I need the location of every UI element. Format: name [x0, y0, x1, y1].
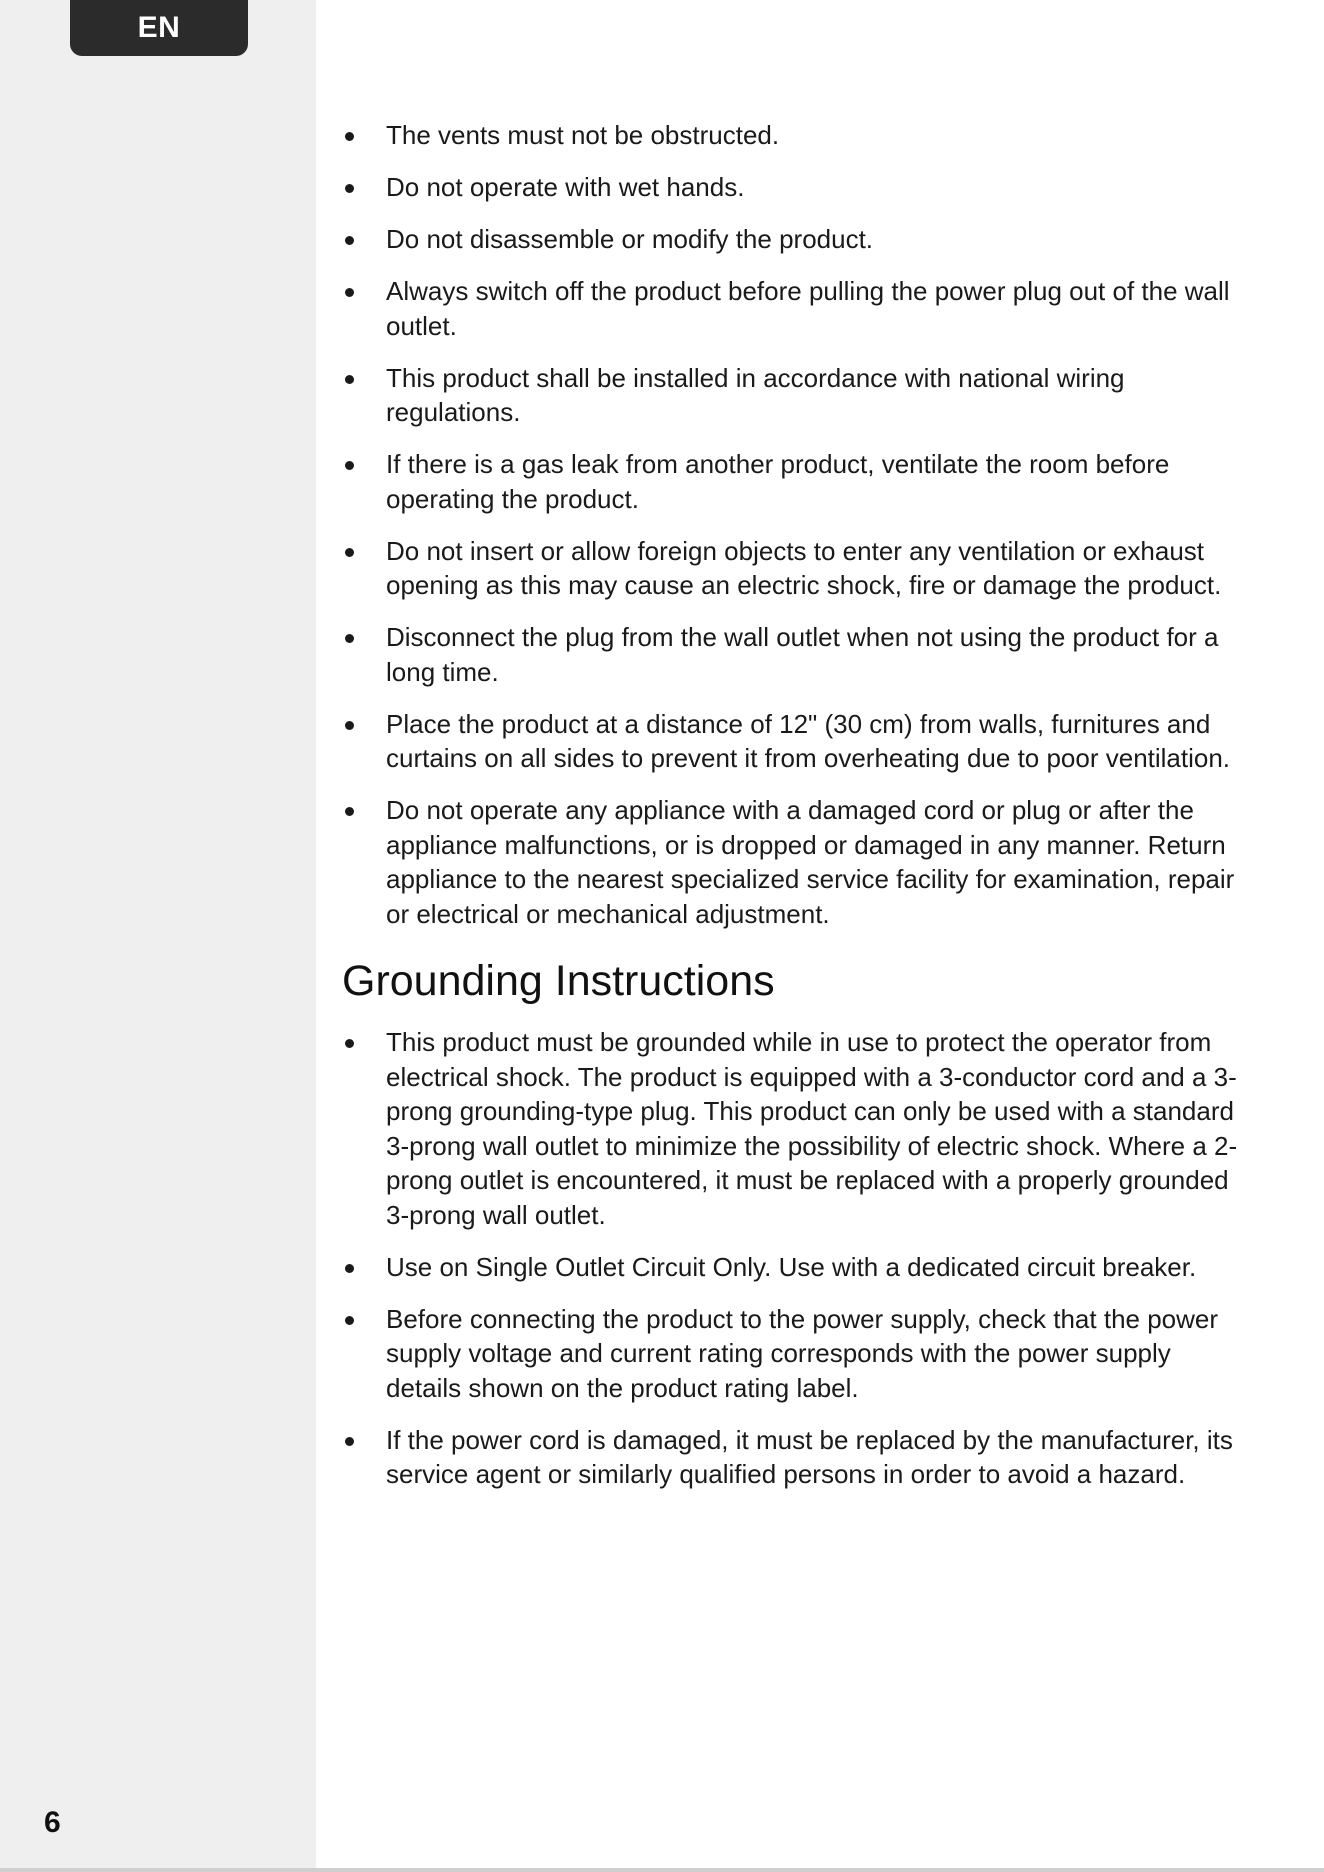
- list-item-text: Before connecting the product to the power supply, check that the power supply voltage and current rating corresponds with the power supply details shown on the product rating label.: [386, 1303, 1219, 1403]
- bullet-icon: [345, 184, 354, 193]
- bullet-icon: [345, 375, 354, 384]
- page-content: [342, 118, 1242, 1509]
- list-item: [342, 1423, 1242, 1492]
- bullet-icon: [345, 1039, 354, 1048]
- list-item-text: Do not disassemble or modify the product.: [386, 224, 874, 254]
- list-item-text: This product must be grounded while in use to protect the operator from electrical shock. The product is equipped with a 3-conductor cord and a 3-prong grounding-type plug. This product can only be used with a standard 3-prong wall outlet to minimize the possibility of electric shock. Where a 2-prong outlet is encountered, it must be replaced with a properly grounded 3-prong wall outlet.: [386, 1027, 1238, 1230]
- list-item-text: Disconnect the plug from the wall outlet when not using the product for a long time.: [386, 622, 1219, 687]
- list-item: [342, 1302, 1242, 1406]
- bullet-icon: [345, 634, 354, 643]
- list-item-text: Do not operate with wet hands.: [386, 172, 745, 202]
- safety-list: [342, 118, 1242, 931]
- list-item: [342, 793, 1242, 931]
- bullet-icon: [345, 236, 354, 245]
- list-item: [342, 170, 1242, 205]
- section-heading: Grounding Instructions: [342, 957, 775, 1005]
- bullet-icon: [345, 1264, 354, 1273]
- bullet-icon: [345, 807, 354, 816]
- bullet-icon: [345, 132, 354, 141]
- list-item: [342, 534, 1242, 603]
- bullet-icon: [345, 461, 354, 470]
- list-item-text: Do not insert or allow foreign objects to enter any ventilation or exhaust opening as this may cause an electric shock, fire or damage the product.: [386, 535, 1222, 600]
- list-item: [342, 361, 1242, 430]
- list-item-text: Place the product at a distance of 12" (30 cm) from walls, furnitures and curtains on all sides to prevent it from overheating due to poor ventilation.: [386, 708, 1231, 773]
- list-item: [342, 707, 1242, 776]
- bullet-icon: [345, 548, 354, 557]
- list-item-text: Always switch off the product before pulling the power plug out of the wall outlet.: [386, 276, 1230, 341]
- list-item-text: This product shall be installed in accordance with national wiring regulations.: [386, 362, 1125, 427]
- list-item: [342, 118, 1242, 153]
- list-item: [342, 447, 1242, 516]
- list-item-text: If the power cord is damaged, it must be replaced by the manufacturer, its service agent or similarly qualified persons in order to avoid a hazard.: [386, 1424, 1233, 1489]
- bullet-icon: [345, 1316, 354, 1325]
- list-item: [342, 222, 1242, 257]
- list-item-text: Do not operate any appliance with a damaged cord or plug or after the appliance malfunctions, or is dropped or damaged in any manner. Return appliance to the nearest specialized service facility for examination, repair or electrical or mechanical adjustment.: [386, 795, 1235, 929]
- list-item: [342, 274, 1242, 343]
- list-item: [342, 620, 1242, 689]
- grounding-list: [342, 1025, 1242, 1492]
- left-margin-band: [0, 0, 316, 1872]
- list-item: [342, 1025, 1242, 1232]
- bottom-divider: [0, 1868, 1324, 1872]
- language-tab: EN: [70, 0, 248, 56]
- list-item-text: If there is a gas leak from another product, ventilate the room before operating the product.: [386, 449, 1170, 514]
- bullet-icon: [345, 288, 354, 297]
- list-item-text: Use on Single Outlet Circuit Only. Use with a dedicated circuit breaker.: [386, 1251, 1197, 1282]
- page-number: 6: [44, 1806, 61, 1839]
- bullet-icon: [345, 1437, 354, 1446]
- bullet-icon: [345, 721, 354, 730]
- list-item-text: The vents must not be obstructed.: [386, 120, 780, 150]
- list-item: [342, 1250, 1242, 1285]
